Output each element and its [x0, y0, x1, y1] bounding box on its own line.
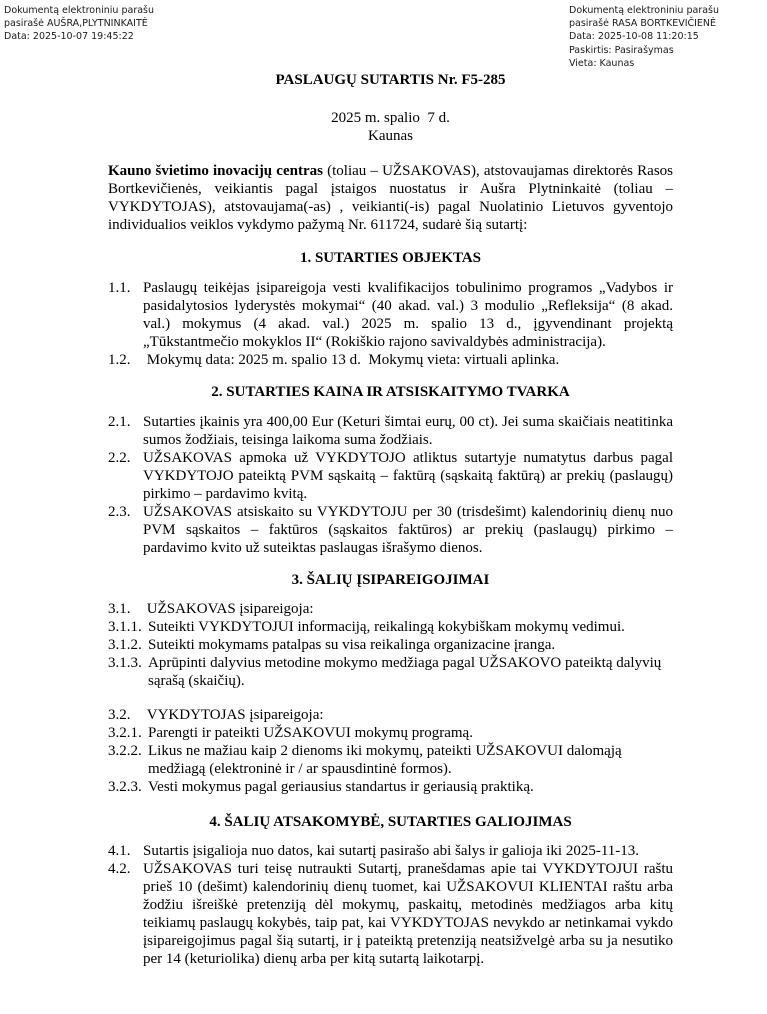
section-title: 3. ŠALIŲ ĮSIPAREIGOJIMAI: [291, 572, 490, 588]
section-items: [108, 842, 673, 968]
section-title: 1. SUTARTIES OBJEKTAS: [299, 250, 482, 266]
section-items: [108, 413, 673, 557]
clause: [108, 503, 673, 557]
clause-text: Suteikti VYKDYTOJUI informaciją, reikalingą kokybiškam mokymų vedimui.: [148, 619, 625, 635]
clause-number: 3.1.: [108, 601, 131, 617]
signature-line: Dokumentą elektroniniu parašu: [4, 5, 155, 16]
clause: [108, 618, 673, 636]
clause: [108, 351, 673, 369]
clause-number: 2.2.: [108, 450, 131, 466]
clause: [108, 706, 673, 724]
clause: [108, 724, 673, 742]
signature-signer: pasirašė AUŠRA,PLYTNINKAITĖ: [4, 18, 148, 30]
clause-number: 3.1.3.: [108, 655, 142, 671]
signature-stamp-right: [569, 4, 719, 70]
clause-number: 1.1.: [108, 280, 131, 296]
section-items: [108, 279, 673, 369]
clause-text: Likus ne mažiau kaip 2 dienoms iki mokymų, pateikti UŽSAKOVUI dalomąją medžiagą (elektroninė ir / ar spausdintinė formos).: [148, 743, 622, 777]
clause: [108, 449, 673, 503]
clause-text: Sutartis įsigalioja nuo datos, kai sutartį pasirašo abi šalys ir galioja iki 2025-11-13.: [143, 843, 640, 859]
clause: [108, 842, 673, 860]
signature-date: Data: 2025-10-08 11:20:15: [569, 31, 699, 43]
clause: [108, 636, 673, 654]
clause-number: 3.1.1.: [108, 619, 142, 635]
clause-number: 3.2.: [108, 707, 131, 723]
signature-date: Data: 2025-10-07 19:45:22: [4, 31, 134, 43]
clause: [108, 413, 673, 449]
clause: [108, 778, 673, 796]
section-items: [108, 600, 673, 796]
clause-number: 2.3.: [108, 504, 131, 520]
clause-text: Parengti ir pateikti UŽSAKOVUI mokymų programą.: [148, 725, 473, 741]
clause: [108, 860, 673, 968]
clause: [108, 600, 673, 618]
document-date: 2025 m. spalio 7 d.: [331, 110, 450, 126]
clause-number: 1.2.: [108, 352, 131, 368]
clause-text: UŽSAKOVAS turi teisę nutraukti Sutartį, pranešdamas apie tai VYKDYTOJUI raštu prieš 10 (dešimt) kalendorinių dienų tuomet, kai UŽSAKOVUI KLIENTAI raštu arba žodžiu išreiškė pretenziją dėl mokymų, paskaitų, metodinės medžiagos arba kitų teikiamų paslaugų kokybės, taip pat, kai VYKDYTOJAS nevykdo ar netinkamai vykdo įsipareigojimus pagal šią sutartį, ir į pateiktą pretenziją neatsižvelgė arba su ja nesutiko per 14 (keturiolika) dienų arba per kitą sutartą laikotarpį.: [143, 861, 673, 967]
clause-text: Paslaugų teikėjas įsipareigoja vesti kvalifikacijos tobulinimo programos „Vadybos ir pasidalytosios lyderystės mokymai“ (40 akad. val.) 3 modulio „Refleksija“ (8 akad. val.) mokymus (4 akad. val.) 2025 m. spalio 13 d., įgyvendinant projektą „Tūkstantmečio mokyklos II“ (Rokiškio rajono savivaldybės administracija).: [143, 280, 673, 350]
document-city: Kaunas: [368, 128, 413, 144]
clause-text: UŽSAKOVAS atsiskaito su VYKDYTOJU per 30 (trisdešimt) kalendorinių dienų nuo PVM sąskaitos – faktūros (sąskaitos faktūros) ar prekių (paslaugų) pirkimo – pardavimo kvito už suteiktas paslaugas išrašymo dienos.: [143, 504, 673, 556]
signature-signer: pasirašė RASA BORTKEVIČIENĖ: [569, 18, 717, 30]
clause-text: Aprūpinti dalyvius metodine mokymo medžiaga pagal UŽSAKOVO pateiktą dalyvių sąrašą (skaičių).: [148, 655, 662, 689]
document-title: PASLAUGŲ SUTARTIS Nr. F5-285: [275, 72, 506, 88]
signature-line: Dokumentą elektroniniu parašu: [569, 5, 720, 16]
clause-number: 3.2.1.: [108, 725, 142, 741]
clause-number: 2.1.: [108, 414, 131, 430]
clause-text: Mokymų data: 2025 m. spalio 13 d. Mokymų vieta: virtuali aplinka.: [143, 352, 560, 368]
clause-text: Vesti mokymus pagal geriausius standartus ir geriausią praktiką.: [148, 779, 534, 795]
clause-text: Suteikti mokymams patalpas su visa reikalinga organizacine įranga.: [148, 637, 556, 653]
clause-number: 4.1.: [108, 843, 131, 859]
intro-paragraph: [108, 162, 673, 234]
clause: [108, 279, 673, 351]
clause-text: UŽSAKOVAS įsipareigoja:: [143, 601, 314, 617]
clause-text: Sutarties įkainis yra 400,00 Eur (Keturi šimtai eurų, 00 ct). Jei suma skaičiais neatitinka sumos žodžiais, teisinga laikoma suma žodžiais.: [143, 414, 673, 448]
clause-text: UŽSAKOVAS apmoka už VYKDYTOJO atliktus sutartyje numatytus darbus pagal VYKDYTOJO pateiktą PVM sąskaitą – faktūrą (sąskaitą faktūrą) ar prekių (paslaugų) pirkimo – pardavimo kvitą.: [143, 450, 673, 502]
section-title: 4. ŠALIŲ ATSAKOMYBĖ, SUTARTIES GALIOJIMAS: [209, 814, 572, 830]
clause-number: 3.2.3.: [108, 779, 142, 795]
clause: [108, 654, 673, 690]
clause-number: 3.2.2.: [108, 743, 142, 759]
clause-number: 4.2.: [108, 861, 131, 877]
intro-text: (toliau – UŽSAKOVAS), atstovaujamas direktorės Rasos Bortkevičienės, veikiantis pagal įstaigos nuostatus ir Aušra Plytninkaitė (toliau – VYKDYTOJAS), atstovaujama(-as) , veikianti(-is) pagal Nuolatinio Lietuvos gyventojo individualios veiklos vykdymo pažymą Nr. 611724, sudarė šią sutartį:: [108, 163, 673, 233]
signature-stamp-left: [4, 4, 154, 44]
signature-purpose: Paskirtis: Pasirašymas: [569, 44, 674, 56]
customer-name: Kauno švietimo inovacijų centras: [108, 163, 323, 179]
clause: [108, 742, 673, 778]
section-title: 2. SUTARTIES KAINA IR ATSISKAITYMO TVARKA: [211, 384, 570, 400]
clause-number: 3.1.2.: [108, 637, 142, 653]
signature-location: Vieta: Kaunas: [569, 57, 635, 69]
clause-text: VYKDYTOJAS įsipareigoja:: [143, 707, 324, 723]
document-dateline: [108, 109, 673, 145]
